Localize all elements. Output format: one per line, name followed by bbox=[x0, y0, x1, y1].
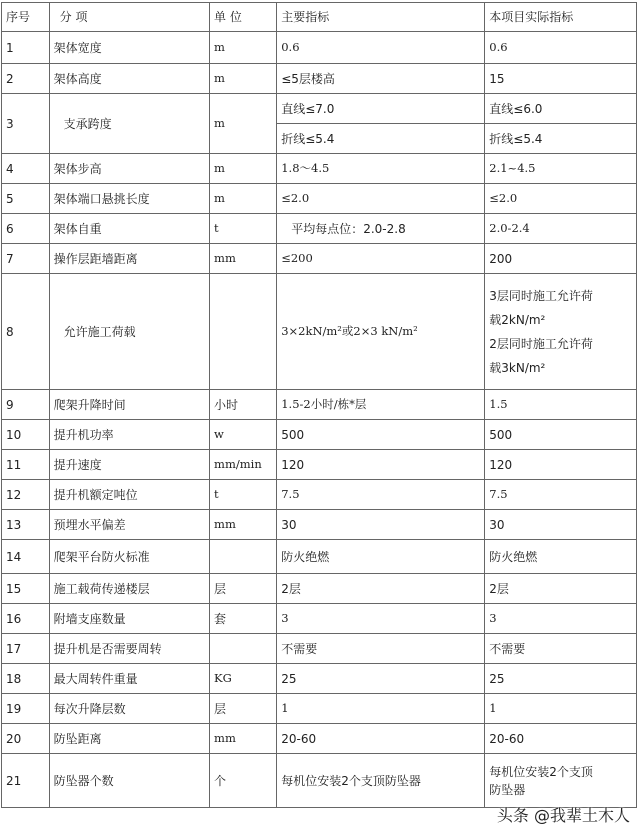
cell-unit bbox=[210, 274, 277, 390]
cell-unit: 小时 bbox=[210, 390, 277, 420]
cell-unit bbox=[210, 634, 277, 664]
table-row bbox=[2, 604, 637, 634]
cell-no: 1 bbox=[2, 32, 50, 64]
table-row bbox=[2, 64, 637, 94]
table-row bbox=[2, 94, 637, 124]
cell-item: 操作层距墙距离 bbox=[49, 244, 209, 274]
cell-no: 3 bbox=[2, 94, 50, 154]
cell-item: 架体高度 bbox=[49, 64, 209, 94]
cell-no: 13 bbox=[2, 510, 50, 540]
table-row bbox=[2, 574, 637, 604]
cell-spec: 3 bbox=[277, 604, 485, 634]
cell-actual: 2层 bbox=[485, 574, 637, 604]
cell-actual: 3 bbox=[485, 604, 637, 634]
cell-no: 7 bbox=[2, 244, 50, 274]
cell-no: 8 bbox=[2, 274, 50, 390]
table-row bbox=[2, 724, 637, 754]
header-item: 分 项 bbox=[49, 3, 209, 32]
header-spec: 主要指标 bbox=[277, 3, 485, 32]
cell-no: 15 bbox=[2, 574, 50, 604]
cell-actual: ≤2.0 bbox=[485, 184, 637, 214]
cell-no: 10 bbox=[2, 420, 50, 450]
cell-spec: 平均每点位：2.0-2.8 bbox=[277, 214, 485, 244]
cell-spec: 20-60 bbox=[277, 724, 485, 754]
cell-unit: 套 bbox=[210, 604, 277, 634]
table-row bbox=[2, 694, 637, 724]
cell-spec: ≤200 bbox=[277, 244, 485, 274]
header-unit: 单 位 bbox=[210, 3, 277, 32]
cell-actual: 200 bbox=[485, 244, 637, 274]
header-row bbox=[2, 3, 637, 32]
table-row bbox=[2, 420, 637, 450]
cell-item: 提升速度 bbox=[49, 450, 209, 480]
cell-spec: 不需要 bbox=[277, 634, 485, 664]
cell-unit: m bbox=[210, 32, 277, 64]
cell-spec: 500 bbox=[277, 420, 485, 450]
cell-unit: mm bbox=[210, 724, 277, 754]
cell-spec: 1.5-2小时/栋*层 bbox=[277, 390, 485, 420]
header-actual: 本项目实际指标 bbox=[485, 3, 637, 32]
cell-item: 提升机额定吨位 bbox=[49, 480, 209, 510]
table-row bbox=[2, 754, 637, 808]
cell-no: 17 bbox=[2, 634, 50, 664]
cell-spec: 每机位安装2个支顶防坠器 bbox=[277, 754, 485, 808]
cell-actual: 7.5 bbox=[485, 480, 637, 510]
cell-actual: 防火绝燃 bbox=[485, 540, 637, 574]
cell-actual-line: 2层同时施工允许荷 bbox=[489, 336, 593, 351]
cell-spec-2: 折线≤5.4 bbox=[277, 124, 485, 154]
cell-no: 2 bbox=[2, 64, 50, 94]
cell-actual-line: 防坠器 bbox=[489, 782, 526, 797]
cell-spec: 25 bbox=[277, 664, 485, 694]
cell-actual: 20-60 bbox=[485, 724, 637, 754]
cell-item: 预埋水平偏差 bbox=[49, 510, 209, 540]
cell-item: 防坠器个数 bbox=[49, 754, 209, 808]
watermark: 头条 @我辈土木人 bbox=[496, 806, 630, 825]
cell-item: 架体宽度 bbox=[49, 32, 209, 64]
cell-no: 5 bbox=[2, 184, 50, 214]
cell-item: 架体步高 bbox=[49, 154, 209, 184]
cell-unit: KG bbox=[210, 664, 277, 694]
cell-item: 最大周转件重量 bbox=[49, 664, 209, 694]
cell-item: 爬架平台防火标准 bbox=[49, 540, 209, 574]
cell-spec: 120 bbox=[277, 450, 485, 480]
cell-actual-line: 载2kN/m² bbox=[489, 312, 546, 327]
cell-actual: 500 bbox=[485, 420, 637, 450]
table-row bbox=[2, 634, 637, 664]
table-row bbox=[2, 540, 637, 574]
cell-unit: 个 bbox=[210, 754, 277, 808]
cell-unit: m bbox=[210, 94, 277, 154]
table-row bbox=[2, 480, 637, 510]
cell-unit: mm/min bbox=[210, 450, 277, 480]
spec-table bbox=[1, 2, 637, 808]
cell-actual: 2.0-2.4 bbox=[485, 214, 637, 244]
cell-item: 提升机功率 bbox=[49, 420, 209, 450]
table-row bbox=[2, 214, 637, 244]
cell-actual: 1 bbox=[485, 694, 637, 724]
cell-actual bbox=[485, 754, 637, 808]
table-row bbox=[2, 274, 637, 390]
cell-item: 每次升降层数 bbox=[49, 694, 209, 724]
table-row bbox=[2, 510, 637, 540]
cell-no: 18 bbox=[2, 664, 50, 694]
cell-actual: 1.5 bbox=[485, 390, 637, 420]
cell-unit: t bbox=[210, 480, 277, 510]
cell-spec: 1 bbox=[277, 694, 485, 724]
cell-unit: mm bbox=[210, 244, 277, 274]
cell-item: 架体自重 bbox=[49, 214, 209, 244]
table-row bbox=[2, 390, 637, 420]
cell-spec: 30 bbox=[277, 510, 485, 540]
cell-unit: t bbox=[210, 214, 277, 244]
cell-unit: m bbox=[210, 154, 277, 184]
cell-spec: 0.6 bbox=[277, 32, 485, 64]
table-row bbox=[2, 664, 637, 694]
cell-spec: 2层 bbox=[277, 574, 485, 604]
header-no: 序号 bbox=[2, 3, 50, 32]
cell-no: 4 bbox=[2, 154, 50, 184]
cell-item: 防坠距离 bbox=[49, 724, 209, 754]
cell-no: 9 bbox=[2, 390, 50, 420]
cell-actual-2: 折线≤5.4 bbox=[485, 124, 637, 154]
cell-no: 20 bbox=[2, 724, 50, 754]
cell-actual: 15 bbox=[485, 64, 637, 94]
cell-item: 架体端口悬挑长度 bbox=[49, 184, 209, 214]
cell-item: 允许施工荷载 bbox=[49, 274, 209, 390]
cell-no: 19 bbox=[2, 694, 50, 724]
cell-item: 附墙支座数量 bbox=[49, 604, 209, 634]
cell-spec: 3×2kN/m²或2×3 kN/m² bbox=[277, 274, 485, 390]
cell-spec: 7.5 bbox=[277, 480, 485, 510]
cell-spec: 直线≤7.0 bbox=[277, 94, 485, 124]
cell-no: 6 bbox=[2, 214, 50, 244]
cell-spec: 防火绝燃 bbox=[277, 540, 485, 574]
cell-actual: 25 bbox=[485, 664, 637, 694]
cell-actual: 直线≤6.0 bbox=[485, 94, 637, 124]
cell-actual: 0.6 bbox=[485, 32, 637, 64]
cell-spec: ≤2.0 bbox=[277, 184, 485, 214]
cell-spec: 1.8～4.5 bbox=[277, 154, 485, 184]
table-row bbox=[2, 244, 637, 274]
cell-actual: 不需要 bbox=[485, 634, 637, 664]
cell-unit bbox=[210, 540, 277, 574]
cell-actual bbox=[485, 274, 637, 390]
cell-unit: 层 bbox=[210, 694, 277, 724]
cell-item: 爬架升降时间 bbox=[49, 390, 209, 420]
cell-unit: m bbox=[210, 184, 277, 214]
cell-actual: 30 bbox=[485, 510, 637, 540]
cell-actual: 2.1~4.5 bbox=[485, 154, 637, 184]
cell-item: 施工载荷传递楼层 bbox=[49, 574, 209, 604]
cell-no: 14 bbox=[2, 540, 50, 574]
cell-unit: m bbox=[210, 64, 277, 94]
cell-unit: mm bbox=[210, 510, 277, 540]
cell-no: 12 bbox=[2, 480, 50, 510]
cell-unit: 层 bbox=[210, 574, 277, 604]
cell-no: 11 bbox=[2, 450, 50, 480]
cell-item: 提升机是否需要周转 bbox=[49, 634, 209, 664]
cell-item: 支承跨度 bbox=[49, 94, 209, 154]
cell-spec: ≤5层楼高 bbox=[277, 64, 485, 94]
cell-actual-line: 载3kN/m² bbox=[489, 360, 546, 375]
cell-actual-line: 每机位安装2个支顶 bbox=[489, 764, 593, 779]
table-row bbox=[2, 154, 637, 184]
table-row bbox=[2, 184, 637, 214]
cell-unit: w bbox=[210, 420, 277, 450]
cell-actual-line: 3层同时施工允许荷 bbox=[489, 288, 593, 303]
cell-actual: 120 bbox=[485, 450, 637, 480]
table-row bbox=[2, 450, 637, 480]
cell-no: 21 bbox=[2, 754, 50, 808]
table-row bbox=[2, 32, 637, 64]
cell-no: 16 bbox=[2, 604, 50, 634]
